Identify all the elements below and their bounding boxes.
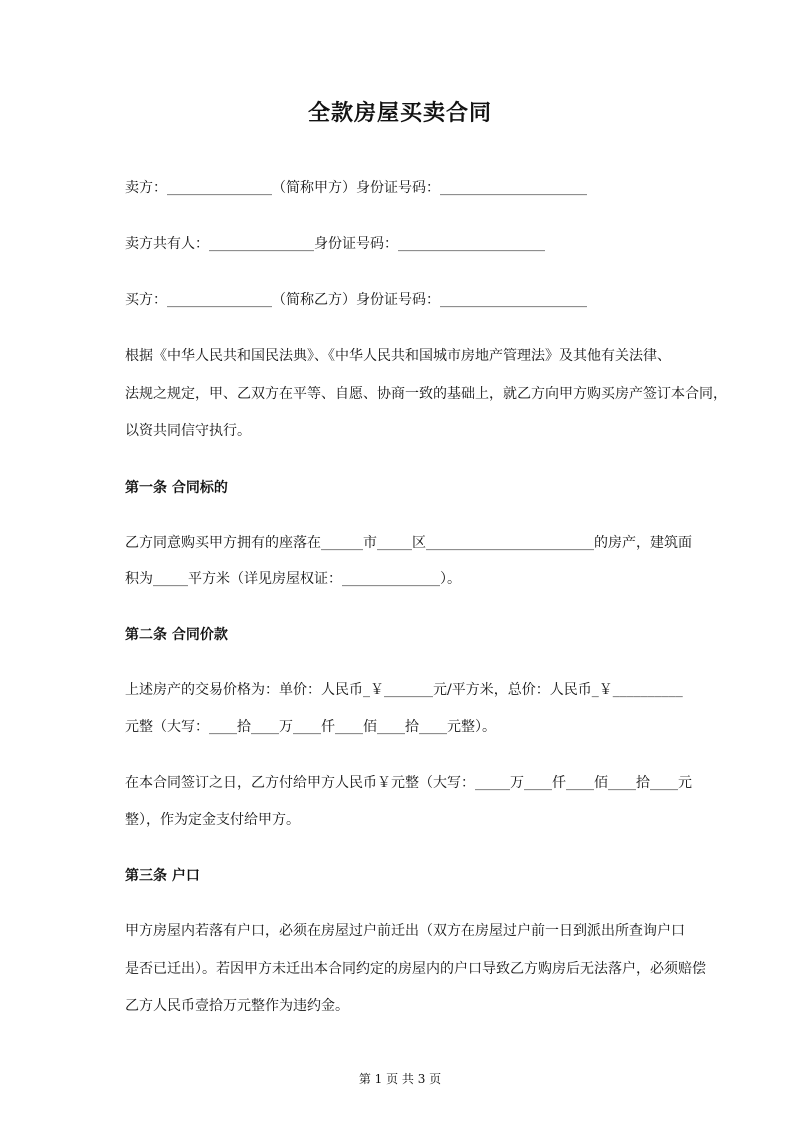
article-2-line-3: 在本合同签订之日，乙方付给甲方人民币￥元整（大写：_____万____仟____佰____拾____元 bbox=[125, 775, 692, 791]
article-3-line-3: 乙方人民币壹拾万元整作为违约金。 bbox=[125, 998, 349, 1014]
article-2-line-2: 元整（大写：____拾____万____仟____佰____拾____元整）。 bbox=[125, 719, 496, 735]
preamble-line-1: 根据《中华人民共和国民法典》、《中华人民共和国城市房地产管理法》及其他有关法律、 bbox=[125, 348, 671, 364]
buyer-line: 买方：_______________（简称乙方）身份证号码：_____________________ bbox=[125, 292, 587, 308]
article-1-line-2: 积为_____平方米（详见房屋权证：______________）。 bbox=[125, 571, 461, 587]
article-1-line-1: 乙方同意购买甲方拥有的座落在______市_____区________________________的房产，建筑面 bbox=[125, 535, 692, 551]
article-2-line-4: 整），作为定金支付给甲方。 bbox=[125, 812, 300, 828]
co-owner-line: 卖方共有人：_______________身份证号码：_____________________ bbox=[125, 236, 545, 252]
preamble-line-3: 以资共同信守执行。 bbox=[125, 423, 251, 439]
article-1-heading: 第一条 合同标的 bbox=[125, 480, 228, 496]
article-3-heading: 第三条 户口 bbox=[125, 868, 200, 884]
document-title: 全款房屋买卖合同 bbox=[307, 100, 492, 126]
article-3-line-2: 是否已迁出）。若因甲方未迁出本合同约定的房屋内的户口导致乙方购房后无法落户，必须赔偿 bbox=[125, 961, 706, 977]
page-indicator: 第 1 页 共 3 页 bbox=[358, 1072, 442, 1086]
article-2-heading: 第二条 合同价款 bbox=[125, 627, 228, 643]
article-2-line-1: 上述房产的交易价格为：单价：人民币_￥_______元/平方米，总价：人民币_￥__________ bbox=[125, 682, 683, 698]
article-3-line-1: 甲方房屋内若落有户口，必须在房屋过户前迁出（双方在房屋过户前一日到派出所查询户口 bbox=[125, 923, 685, 939]
preamble-line-2: 法规之规定，甲、乙双方在平等、自愿、协商一致的基础上，就乙方向甲方购买房产签订本合同， bbox=[125, 386, 727, 402]
seller-line: 卖方：_______________（简称甲方）身份证号码：_____________________ bbox=[125, 180, 587, 196]
